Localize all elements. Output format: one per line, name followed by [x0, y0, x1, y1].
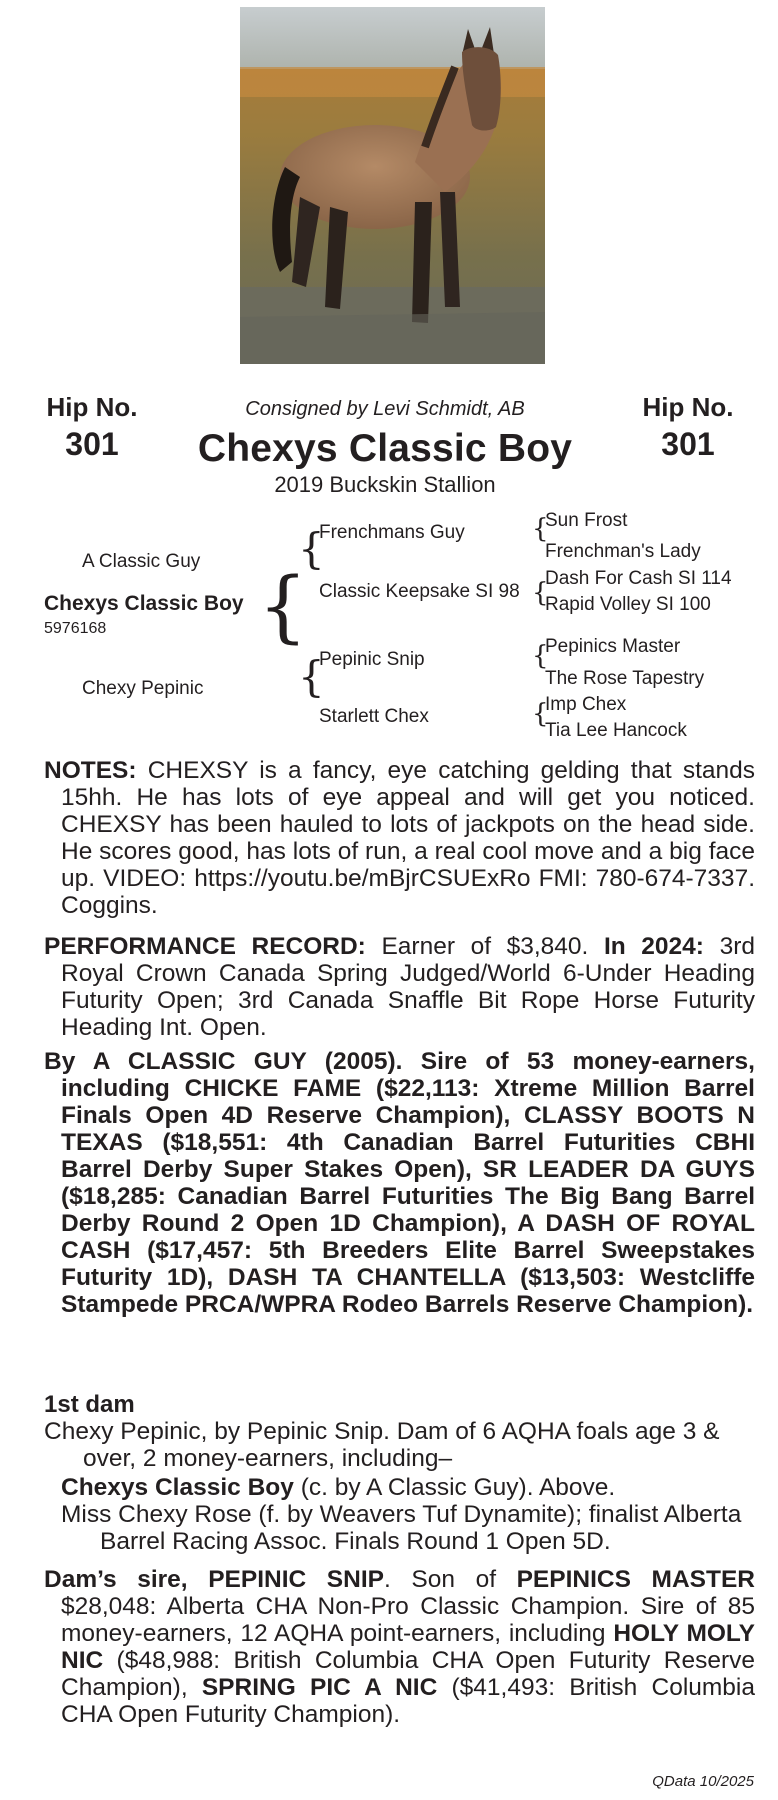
- pedigree-sire-dam: Classic Keepsake SI 98: [319, 581, 520, 602]
- notes-label: NOTES:: [44, 757, 137, 784]
- pedigree-sd-dam: Rapid Volley SI 100: [545, 594, 711, 615]
- dams-sire-text-2: $28,048: Alberta CHA Non-Pro Classic Champion. Sire of 85 money-earners, 12 AQHA point-earners, including: [61, 1593, 755, 1647]
- pedigree-ds-sire: Pepinics Master: [545, 636, 681, 657]
- horse-description: 2019 Buckskin Stallion: [274, 472, 496, 497]
- pedigree-subject: Chexys Classic Boy: [44, 592, 244, 615]
- foal1-name: Chexys Classic Boy: [61, 1474, 294, 1501]
- foal1-text: (c. by A Classic Guy). Above.: [300, 1474, 616, 1501]
- hip-number-right: [618, 392, 758, 466]
- dams-sire-text-3: ($48,988: British Columbia CHA Open Futurity Reserve Champion),: [61, 1647, 755, 1701]
- first-dam-section: [44, 1418, 755, 1555]
- brace-dam: {: [298, 652, 325, 701]
- performance-earnings: Earner of $3,840.: [381, 933, 589, 960]
- dams-sire-bold-1: PEPINICS MASTER: [516, 1566, 755, 1593]
- pedigree-ss-sire: Sun Frost: [545, 510, 628, 531]
- dams-sire-label: Dam’s sire, PEPINIC SNIP: [44, 1566, 384, 1593]
- brace-sd: {: [532, 578, 549, 608]
- pedigree-ds-dam: The Rose Tapestry: [545, 668, 705, 689]
- footer-credit: QData 10/2025: [652, 1773, 754, 1790]
- dams-sire-section: [44, 1566, 755, 1728]
- pedigree-sire: A Classic Guy: [82, 551, 201, 572]
- dams-sire-bold-3: SPRING PIC A NIC: [201, 1674, 438, 1701]
- sire-record-section: [44, 1048, 755, 1318]
- registration-number: 5976168: [44, 620, 107, 637]
- pedigree-dd-dam: Tia Lee Hancock: [545, 720, 687, 741]
- performance-year: In 2024:: [603, 933, 704, 960]
- pedigree-sire-sire: Frenchmans Guy: [319, 522, 465, 543]
- dams-sire-text-4: ($41,493: British Columbia CHA Open Futurity Champion).: [61, 1674, 755, 1728]
- hip-label: Hip No.: [642, 392, 734, 422]
- notes-text: CHEXSY is a fancy, eye catching gelding that stands 15hh. He has lots of eye appeal and will get you noticed. CHEXSY has been hauled to lots of jackpots on the head side. He scores good, has lots of run, a real cool move and a big face up. VIDEO: https://youtu.be/mBjrCSUExRo FMI: 780-674-7337. Coggins.: [61, 757, 756, 919]
- consignor: Consigned by Levi Schmidt, AB: [245, 398, 525, 420]
- dams-sire-text-1: . Son of: [384, 1566, 517, 1593]
- notes-section: [44, 757, 755, 919]
- pedigree-dam: Chexy Pepinic: [82, 678, 204, 699]
- horse-photo: [240, 7, 545, 364]
- performance-label: PERFORMANCE RECORD:: [44, 933, 366, 960]
- performance-section: [44, 933, 755, 1041]
- brace-sire: {: [298, 524, 325, 573]
- brace-main: {: [258, 562, 308, 652]
- horse-name: Chexys Classic Boy: [197, 427, 573, 470]
- hip-number: 301: [661, 426, 715, 462]
- hip-number: 301: [65, 426, 119, 462]
- performance-text: 3rd Royal Crown Canada Spring Judged/World 6-Under Heading Futurity Open; 3rd Canada Snaffle Bit Rope Horse Futurity Heading Int. Open.: [61, 933, 755, 1041]
- first-dam-heading: 1st dam: [44, 1391, 135, 1418]
- pedigree-dam-dam: Starlett Chex: [319, 706, 429, 727]
- pedigree-sd-sire: Dash For Cash SI 114: [545, 568, 732, 589]
- pedigree-dd-sire: Imp Chex: [545, 694, 627, 715]
- hip-label: Hip No.: [46, 392, 138, 422]
- foal2-text: Miss Chexy Rose (f. by Weavers Tuf Dynamite); finalist Alberta Barrel Racing Assoc. Finals Round 1 Open 5D.: [61, 1501, 742, 1555]
- brace-ds: {: [532, 641, 549, 671]
- brace-dd: {: [532, 699, 549, 729]
- sire-record-text: By A CLASSIC GUY (2005). Sire of 53 money-earners, including CHICKE FAME ($22,113: Xtreme Million Barrel Finals Open 4D Reserve Champion), CLASSY BOOTS N TEXAS ($18,551: 4th Canadian Barrel Futurities CBHI Barrel Derby Super Stakes Open), SR LEADER DA GUYS ($18,285: Canadian Barrel Futurities The Big Bang Barrel Derby Round 2 Open 1D Champion), A DASH OF ROYAL CASH ($17,457: 5th Breeders Elite Barrel Sweepstakes Futurity 1D), DASH TA CHANTELLA ($13,503: Westcliffe Stampede PRCA/WPRA Rodeo Barrels Reserve Champion).: [44, 1048, 755, 1318]
- pedigree-dam-sire: Pepinic Snip: [319, 649, 425, 670]
- pedigree-ss-dam: Frenchman's Lady: [545, 541, 701, 562]
- brace-ss: {: [532, 514, 549, 544]
- hip-number-left: [22, 392, 162, 466]
- first-dam-intro: Chexy Pepinic, by Pepinic Snip. Dam of 6 AQHA foals age 3 & over, 2 money-earners, including–: [44, 1418, 720, 1472]
- dams-sire-bold-2: HOLY MOLY NIC: [61, 1620, 755, 1674]
